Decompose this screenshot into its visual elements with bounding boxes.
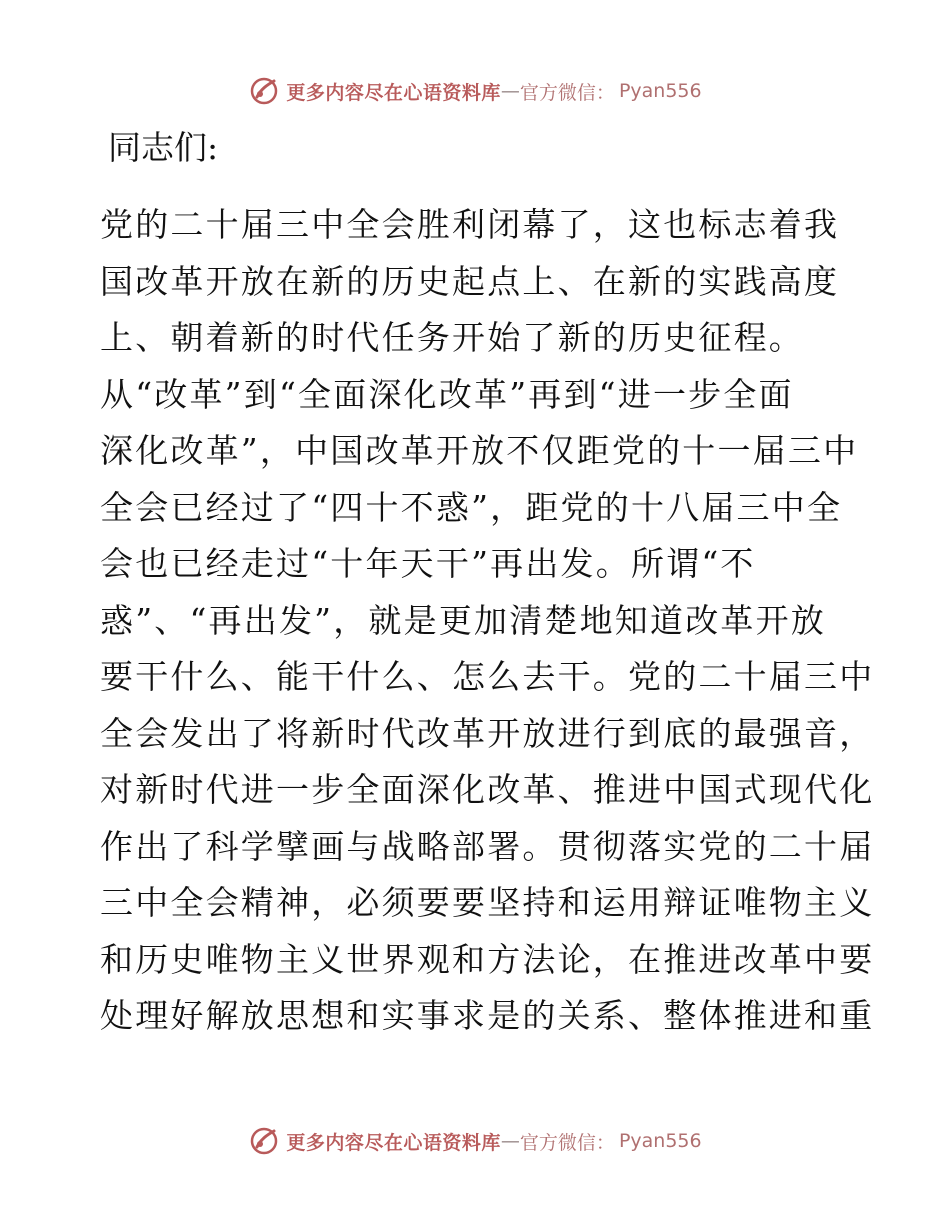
watermark-dash: — [500, 1130, 520, 1152]
text-line: 党的二十届三中全会胜利闭幕了，这也标志着我 [100, 205, 840, 244]
text-line: 从“改革”到“全面深化改革”再到“进一步全面 [100, 374, 794, 414]
text-line: 要干什么、能干什么、怎么去干。党的二十届三中 [100, 657, 875, 696]
watermark-wechat-label: 官方微信： [519, 81, 615, 104]
text-line: 上、朝着新的时代任务开始了新的历史征程。 [100, 318, 804, 357]
text-line: 全会已经过了“四十不惑”，距党的十八届三中全 [100, 487, 843, 527]
watermark-dash: — [500, 80, 520, 102]
text-line: 三中全会精神，必须要要坚持和运用辩证唯物主义 [100, 883, 875, 922]
text-line: 深化改革”，中国改革开放不仅距党的十一届三中 [100, 431, 859, 470]
text-line: 会也已经走过“十年天干”再出发。所谓“不 [100, 544, 756, 583]
watermark-wechat-label: 官方微信： [519, 1131, 615, 1154]
text-line: 对新时代进一步全面深化改革、推进中国式现代化 [100, 770, 875, 809]
watermark-wechat-id: Pyan556 [618, 1130, 702, 1152]
text-line: 惑”、“再出发”，就是更加清楚地知道改革开放 [100, 600, 827, 640]
header-watermark [0, 71, 950, 111]
watermark-text: 更多内容尽在心语资料库 [286, 81, 501, 104]
watermark-text: 更多内容尽在心语资料库 [286, 1131, 501, 1154]
text-line: 作出了科学擘画与战略部署。贯彻落实党的二十届 [100, 826, 875, 866]
text-line: 和历史唯物主义世界观和方法论，在推进改革中要 [100, 939, 875, 979]
document-body [100, 197, 875, 1045]
footer-watermark [0, 1121, 950, 1161]
brush-circle-logo-icon [248, 75, 280, 107]
text-line: 处理好解放思想和实事求是的关系、整体推进和重 [100, 996, 875, 1035]
watermark-wechat-id: Pyan556 [618, 80, 702, 102]
brush-circle-logo-icon [248, 1125, 280, 1157]
text-line: 国改革开放在新的历史起点上、在新的实践高度 [100, 261, 840, 301]
text-line: 全会发出了将新时代改革开放进行到底的最强音， [100, 713, 875, 753]
salutation: 同志们: [108, 128, 219, 167]
